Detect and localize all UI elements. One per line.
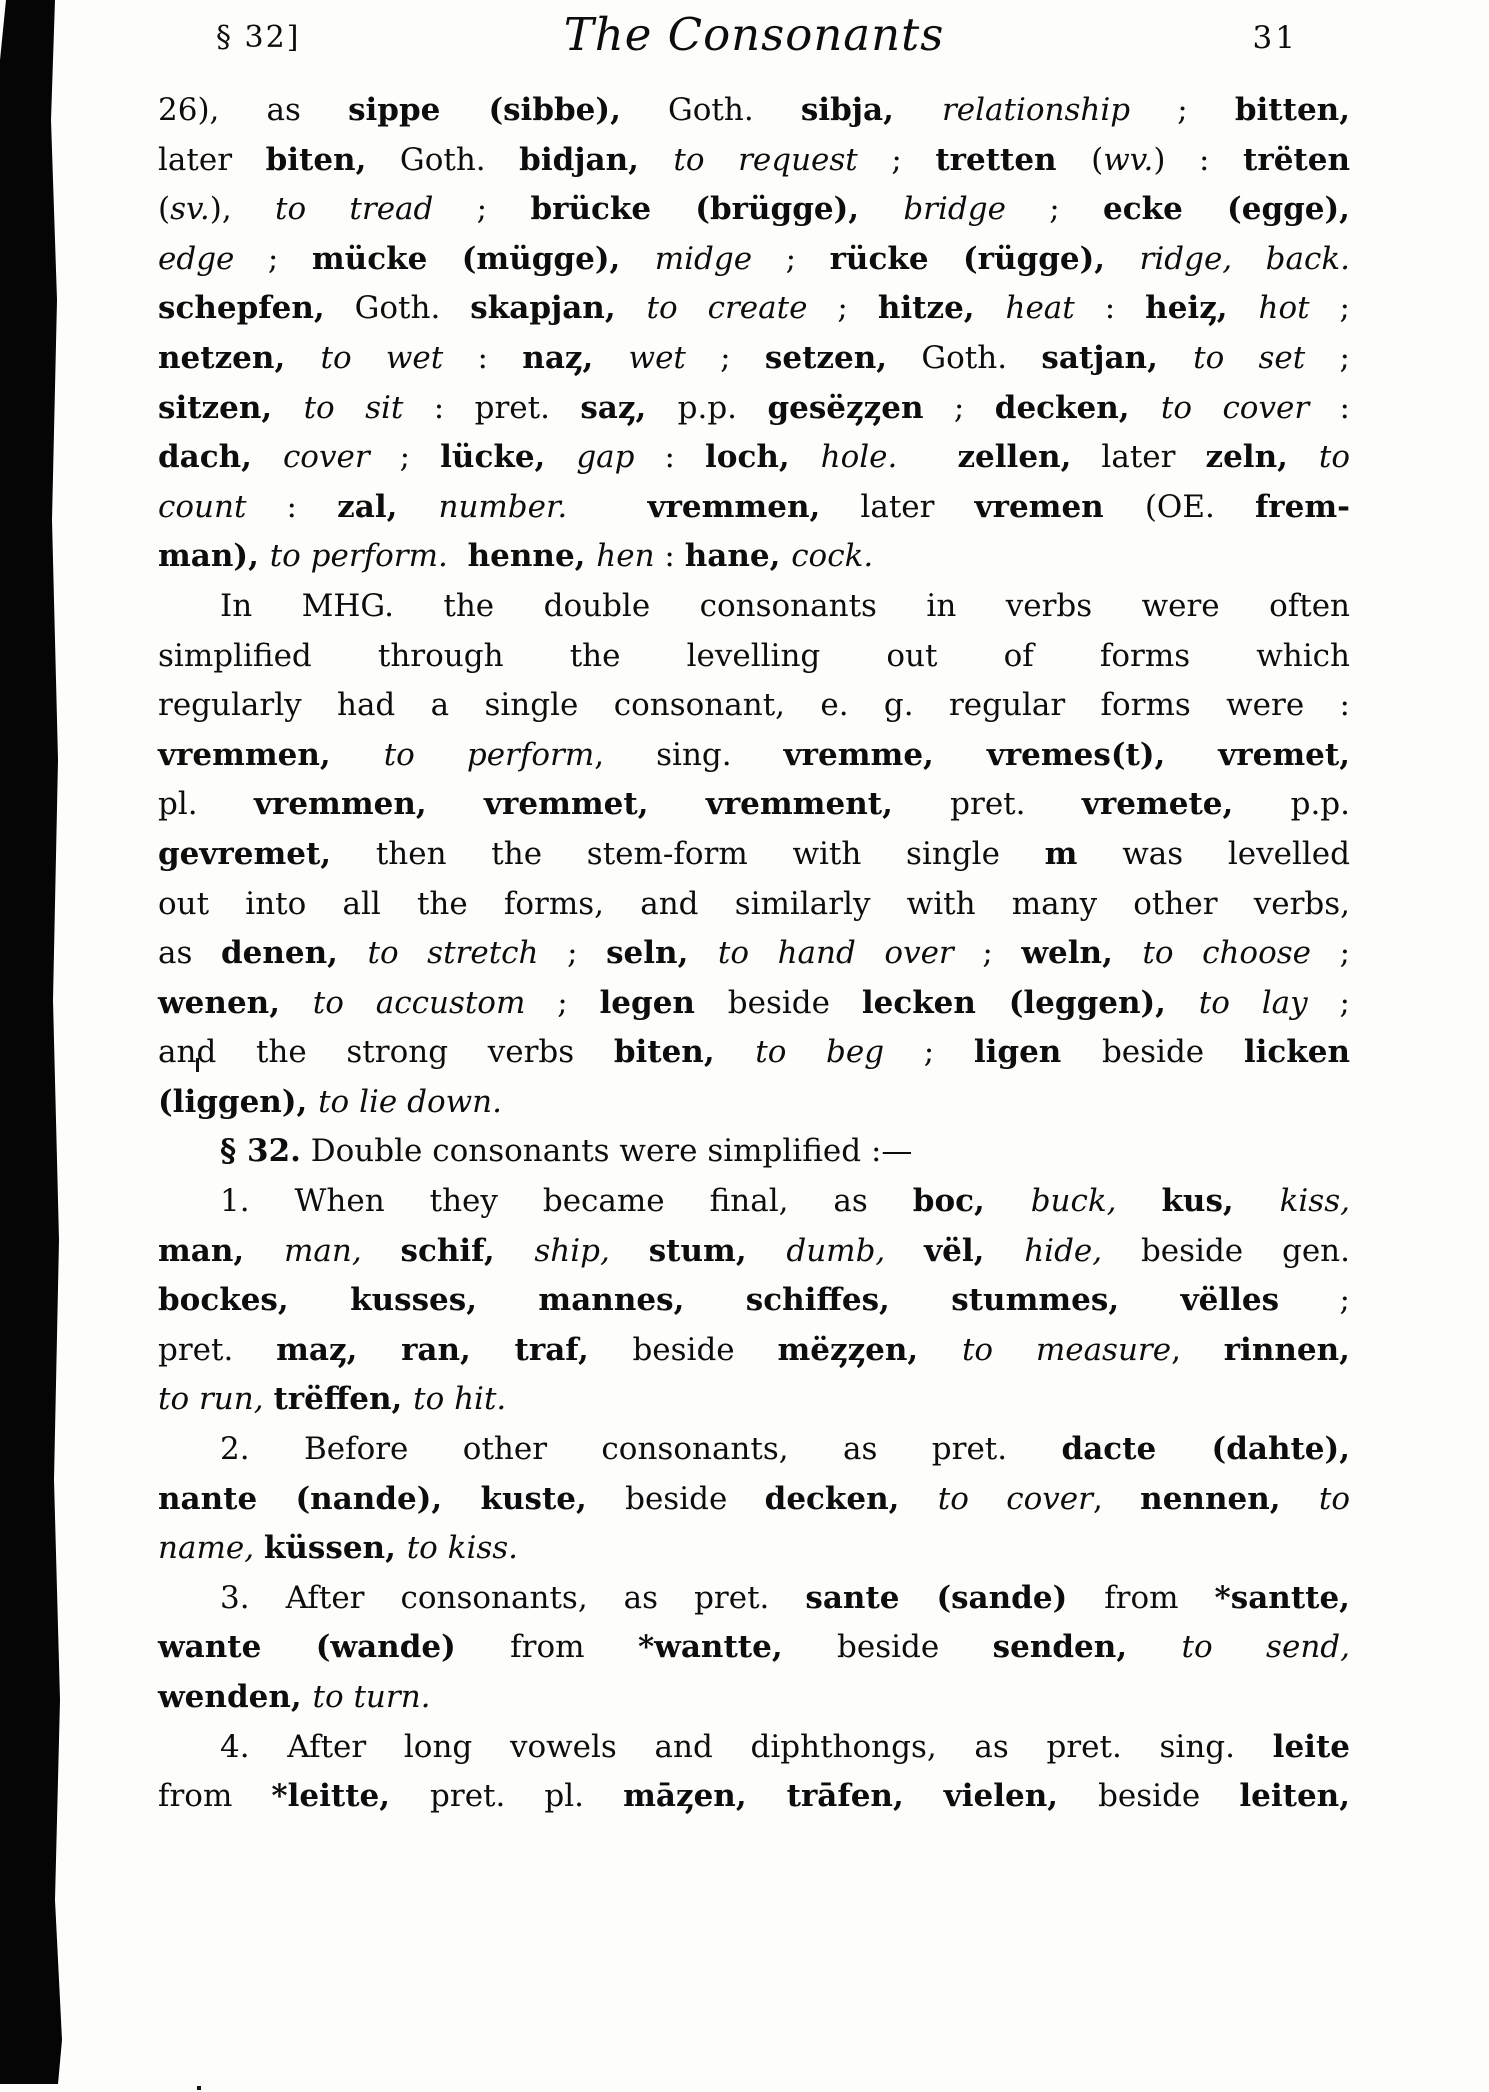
text-segment: heat xyxy=(1005,290,1075,327)
text-line xyxy=(158,235,1350,285)
text-line xyxy=(158,780,1350,830)
text-segment: to accustom xyxy=(312,984,526,1021)
text-segment: to beg xyxy=(755,1034,885,1071)
text-segment: dacte (dahte), xyxy=(1061,1431,1350,1468)
text-segment: sante (sande) xyxy=(805,1579,1105,1616)
text-segment: rücke (rügge), xyxy=(829,240,1140,277)
text-segment: māȥen, trāfen, vielen, xyxy=(623,1778,1099,1815)
text-segment: ; xyxy=(1307,984,1350,1021)
text-segment: wante (wande) xyxy=(158,1629,511,1666)
text-segment: 3. After consonants, as pret. xyxy=(220,1579,806,1616)
text-segment: 1. When they became final, as xyxy=(220,1183,913,1220)
text-segment: lecken (leggen), xyxy=(861,984,1199,1021)
text-segment: senden, xyxy=(992,1629,1182,1666)
text-segment: Double consonants were simplified :— xyxy=(300,1133,913,1170)
text-segment: decken, xyxy=(764,1480,938,1517)
text-segment: beside xyxy=(1098,1778,1240,1815)
text-segment: cock. xyxy=(791,538,874,575)
text-segment: ridge, back. xyxy=(1139,240,1350,277)
text-line xyxy=(158,1772,1350,1822)
text-segment: ) : xyxy=(1153,141,1244,178)
text-segment: sitzen, xyxy=(158,389,304,426)
text-segment: § 32. xyxy=(220,1133,301,1170)
text-segment: hen xyxy=(596,538,655,575)
text-segment: to xyxy=(1318,1480,1350,1517)
text-segment: legen xyxy=(599,984,728,1021)
text-segment: bidjan, xyxy=(519,141,674,178)
text-segment: regularly had a single consonant, e. g. regular forms were : xyxy=(158,687,1350,724)
text-segment: vremen xyxy=(974,488,1145,525)
text-segment: to cover xyxy=(1160,389,1310,426)
text-segment: to stretch xyxy=(367,935,539,972)
text-segment: , sing. xyxy=(594,736,784,773)
text-segment: schepfen, xyxy=(158,290,325,327)
text-segment: later xyxy=(1071,439,1206,476)
text-segment: kiss, xyxy=(1279,1183,1350,1220)
text-segment: wet xyxy=(628,339,686,376)
text-segment: kus, xyxy=(1161,1183,1280,1220)
text-segment: licken xyxy=(1243,1034,1350,1071)
text-line xyxy=(158,1078,1350,1128)
text-segment: : xyxy=(246,488,338,525)
text-segment: weln, xyxy=(1021,935,1143,972)
text-segment: to create xyxy=(646,290,808,327)
text-segment: vël, xyxy=(924,1232,1025,1269)
text-segment: gap xyxy=(576,439,635,476)
text-line xyxy=(158,1375,1350,1425)
text-segment: nante (nande), kuste, xyxy=(158,1480,626,1517)
text-segment: zal, xyxy=(337,488,439,525)
text-segment: Goth. xyxy=(366,141,520,178)
text-segment: ( xyxy=(1091,141,1104,178)
text-segment: Goth. xyxy=(324,290,471,327)
text-segment: ; xyxy=(1279,1282,1350,1319)
text-segment: ; xyxy=(1311,935,1351,972)
text-segment: man, xyxy=(283,1232,401,1269)
text-segment: man, xyxy=(158,1232,284,1269)
text-line xyxy=(158,1475,1350,1525)
text-segment: trëten xyxy=(1243,141,1351,178)
text-segment: heiȥ, xyxy=(1145,290,1259,327)
text-line xyxy=(158,1028,1350,1078)
text-segment: leiten, xyxy=(1239,1778,1350,1815)
text-segment: ( xyxy=(158,191,171,228)
text-line xyxy=(158,979,1350,1029)
text-segment: ; xyxy=(1130,92,1235,128)
text-segment: beside xyxy=(837,1629,993,1666)
text-segment: ecke (egge), xyxy=(1103,191,1350,228)
text-segment: rinnen, xyxy=(1223,1331,1350,1368)
text-segment: wenden, xyxy=(158,1679,313,1715)
text-segment: zellen, xyxy=(957,439,1072,476)
text-segment: out into all the forms, and similarly with many other verbs, xyxy=(158,885,1350,922)
text-segment: to perform. xyxy=(269,538,448,575)
text-segment: vremmen, xyxy=(158,736,384,773)
text-segment: sv. xyxy=(170,191,210,228)
text-segment: ), xyxy=(209,191,275,228)
text-line xyxy=(158,1574,1350,1624)
text-segment: from xyxy=(510,1629,638,1666)
text-segment: : xyxy=(634,439,705,476)
text-line xyxy=(158,136,1350,186)
text-segment: buck, xyxy=(1030,1183,1162,1220)
text-segment: to lie down. xyxy=(318,1083,502,1120)
text-segment: to sit xyxy=(303,389,404,426)
text-line xyxy=(158,1276,1350,1326)
text-segment: ; xyxy=(1309,290,1351,327)
text-segment: Goth. xyxy=(887,339,1042,376)
text-segment: to perform xyxy=(383,736,595,773)
section-marker: § 32] xyxy=(216,20,301,55)
text-segment: count xyxy=(158,488,247,525)
page-number: 31 xyxy=(1252,20,1298,56)
text-segment: Goth. xyxy=(620,92,801,128)
text-segment: m xyxy=(1044,835,1078,872)
text-segment: then the stem-form with single xyxy=(331,835,1045,872)
text-segment: henne, xyxy=(467,538,597,575)
text-line xyxy=(158,1326,1350,1376)
text-segment: ; xyxy=(538,935,607,972)
text-segment: to set xyxy=(1193,339,1306,376)
text-segment: hot xyxy=(1258,290,1310,327)
text-segment: ligen xyxy=(973,1034,1102,1071)
text-segment: relationship xyxy=(941,92,1131,128)
text-segment: , xyxy=(1092,1480,1141,1517)
text-line xyxy=(158,731,1350,781)
text-segment: ; xyxy=(433,191,531,228)
text-line xyxy=(158,384,1350,434)
text-segment: to send, xyxy=(1181,1629,1350,1666)
text-segment: beside xyxy=(727,984,862,1021)
text-segment: from xyxy=(1104,1579,1215,1616)
text-segment: : xyxy=(443,339,523,376)
page-header xyxy=(158,6,1350,76)
text-segment: satjan, xyxy=(1041,339,1194,376)
text-line xyxy=(158,1177,1350,1227)
text-segment: In MHG. the double consonants in verbs were often xyxy=(220,587,1350,624)
text-segment: and the strong verbs xyxy=(158,1034,614,1071)
text-segment: hole. xyxy=(820,439,898,476)
text-segment: decken, xyxy=(994,389,1161,426)
text-segment: : xyxy=(654,538,685,575)
text-segment: küssen, xyxy=(263,1530,407,1567)
text-segment: sippe (sibbe), xyxy=(348,92,621,128)
text-line xyxy=(158,681,1350,731)
text-segment: beside xyxy=(632,1331,778,1368)
text-segment: man), xyxy=(158,538,270,575)
text-line xyxy=(158,532,1350,582)
text-segment: pret. xyxy=(158,1331,277,1368)
text-segment: *wantte, xyxy=(637,1629,838,1666)
text-segment: vremete, xyxy=(1081,786,1291,823)
text-segment: (liggen), xyxy=(158,1083,319,1120)
text-segment: pret. pl. xyxy=(430,1778,624,1815)
text-segment: to lay xyxy=(1198,984,1308,1021)
text-segment: stum, xyxy=(648,1232,787,1269)
text-segment: *santte, xyxy=(1214,1579,1350,1616)
text-segment: to cover xyxy=(937,1480,1093,1517)
text-segment: bridge xyxy=(903,191,1006,228)
text-segment: name, xyxy=(158,1530,264,1567)
text-segment: ; xyxy=(685,339,765,376)
text-line xyxy=(158,582,1350,632)
text-segment: 2. Before other consonants, as pret. xyxy=(220,1431,1062,1468)
text-segment: boc, xyxy=(912,1183,1031,1220)
text-segment: vremmen, xyxy=(647,488,821,525)
text-segment: trëffen, xyxy=(273,1381,414,1418)
text-segment: dach, xyxy=(158,439,283,476)
text-segment: seln, xyxy=(606,935,718,972)
text-segment: maȥ, ran, traf, xyxy=(276,1331,633,1368)
text-line xyxy=(158,1425,1350,1475)
text-segment: p.p. xyxy=(677,389,768,426)
text-segment: hide, xyxy=(1024,1232,1103,1269)
text-segment: leite xyxy=(1272,1728,1350,1765)
text-segment: lücke, xyxy=(440,439,577,476)
text-segment: vremmen, vremmet, vremment, xyxy=(253,786,951,823)
text-segment: to run, xyxy=(158,1381,274,1418)
text-line xyxy=(158,86,1350,136)
text-segment: number. xyxy=(438,488,568,525)
text-segment: 4. After long vowels and diphthongs, as pret. sing. xyxy=(220,1728,1273,1765)
text-segment: edge xyxy=(158,240,235,277)
text-segment: to wet xyxy=(320,339,444,376)
text-segment: ; xyxy=(1305,339,1350,376)
text-segment: to hit. xyxy=(413,1381,507,1418)
text-segment: biten, xyxy=(265,141,367,178)
text-segment: : xyxy=(1074,290,1146,327)
text-segment: hitze, xyxy=(877,290,1006,327)
text-line xyxy=(158,1524,1350,1574)
text-line xyxy=(158,830,1350,880)
text-segment: cover xyxy=(282,439,370,476)
text-line xyxy=(158,632,1350,682)
scan-gutter-bar xyxy=(0,0,64,2084)
text-segment: to kiss. xyxy=(406,1530,519,1567)
text-segment: frem- xyxy=(1254,488,1351,525)
text-segment xyxy=(448,538,468,574)
text-segment: , xyxy=(1171,1331,1224,1368)
text-line xyxy=(158,483,1350,533)
text-segment: ; xyxy=(752,240,830,277)
text-segment: saȥ, xyxy=(580,389,678,426)
text-segment: to tread xyxy=(274,191,434,228)
text-segment: beside gen. xyxy=(1102,1232,1350,1269)
text-segment: skapjan, xyxy=(470,290,647,327)
text-segment: denen, xyxy=(220,935,368,972)
text-segment: pret. xyxy=(950,786,1082,823)
text-segment: beside xyxy=(625,1480,765,1517)
text-segment: ; xyxy=(234,240,312,277)
text-segment: ; xyxy=(1005,191,1103,228)
text-segment: brücke (brügge), xyxy=(530,191,904,228)
text-segment: *leitte, xyxy=(271,1778,431,1815)
text-segment: ; xyxy=(857,141,936,178)
text-segment: hane, xyxy=(684,538,792,575)
text-line xyxy=(158,185,1350,235)
text-segment: gesëȥȥen xyxy=(767,389,924,426)
text-segment: beside xyxy=(1101,1034,1244,1071)
text-segment: pl. xyxy=(158,786,254,823)
text-line xyxy=(158,880,1350,930)
text-segment: ; xyxy=(884,1034,974,1071)
text-segment: 26), as xyxy=(158,92,349,128)
text-segment: mücke (mügge), xyxy=(311,240,655,277)
text-line xyxy=(158,284,1350,334)
text-segment: p.p. xyxy=(1290,786,1350,823)
text-segment: gevremet, xyxy=(158,835,332,872)
text-segment: bockes, kusses, mannes, schiffes, stummes, vëlles xyxy=(158,1282,1280,1319)
text-segment: ; xyxy=(953,935,1022,972)
text-segment: biten, xyxy=(613,1034,756,1071)
text-segment: later xyxy=(158,141,266,178)
text-line xyxy=(158,1227,1350,1277)
text-line xyxy=(158,1673,1350,1723)
text-line xyxy=(158,433,1350,483)
text-segment: schif, xyxy=(400,1232,535,1269)
text-segment: ; xyxy=(369,439,441,476)
text-segment: simplified through the levelling out of forms which xyxy=(158,637,1350,674)
text-segment: nennen, xyxy=(1140,1480,1319,1517)
page-title: The Consonants xyxy=(563,8,945,61)
scan-speck xyxy=(197,2086,201,2090)
text-segment: naȥ, xyxy=(522,339,629,376)
text-segment: setzen, xyxy=(764,339,888,376)
text-segment: to request xyxy=(673,141,858,178)
text-segment: mëȥȥen, xyxy=(777,1331,962,1368)
text-line xyxy=(158,1623,1350,1673)
text-segment: later xyxy=(820,488,975,525)
text-segment: to turn. xyxy=(312,1679,431,1715)
text-segment xyxy=(897,439,957,475)
text-line xyxy=(158,1127,1350,1177)
text-segment: (OE. xyxy=(1144,488,1255,525)
text-segment: netzen, xyxy=(158,339,321,376)
text-segment: loch, xyxy=(705,439,821,476)
text-segment: bitten, xyxy=(1234,92,1351,128)
text-segment: dumb, xyxy=(786,1232,925,1269)
text-line xyxy=(158,929,1350,979)
text-segment: : pret. xyxy=(403,389,581,426)
text-segment: to xyxy=(1318,439,1350,476)
text-block xyxy=(158,86,1350,1822)
text-line xyxy=(158,1723,1350,1773)
text-segment: vremme, vremes(t), vremet, xyxy=(783,736,1350,773)
text-segment: sibja, xyxy=(800,92,942,128)
text-segment: was levelled xyxy=(1077,835,1350,872)
text-segment: to hand over xyxy=(717,935,954,972)
text-segment: ; xyxy=(807,290,878,327)
text-segment: wv. xyxy=(1103,141,1154,178)
text-segment: ; xyxy=(923,389,995,426)
text-segment: zeln, xyxy=(1205,439,1319,476)
text-segment: : xyxy=(1309,389,1351,426)
text-line xyxy=(158,334,1350,384)
text-segment: ship, xyxy=(534,1232,649,1269)
text-segment: to measure xyxy=(961,1331,1172,1368)
text-segment: ; xyxy=(525,984,600,1021)
text-segment: to choose xyxy=(1142,935,1311,972)
text-segment: from xyxy=(158,1778,272,1815)
text-segment: wenen, xyxy=(158,984,313,1021)
text-segment: tretten xyxy=(935,141,1092,178)
text-segment: as xyxy=(158,935,221,972)
text-segment: midge xyxy=(654,240,753,277)
text-segment xyxy=(567,489,647,525)
